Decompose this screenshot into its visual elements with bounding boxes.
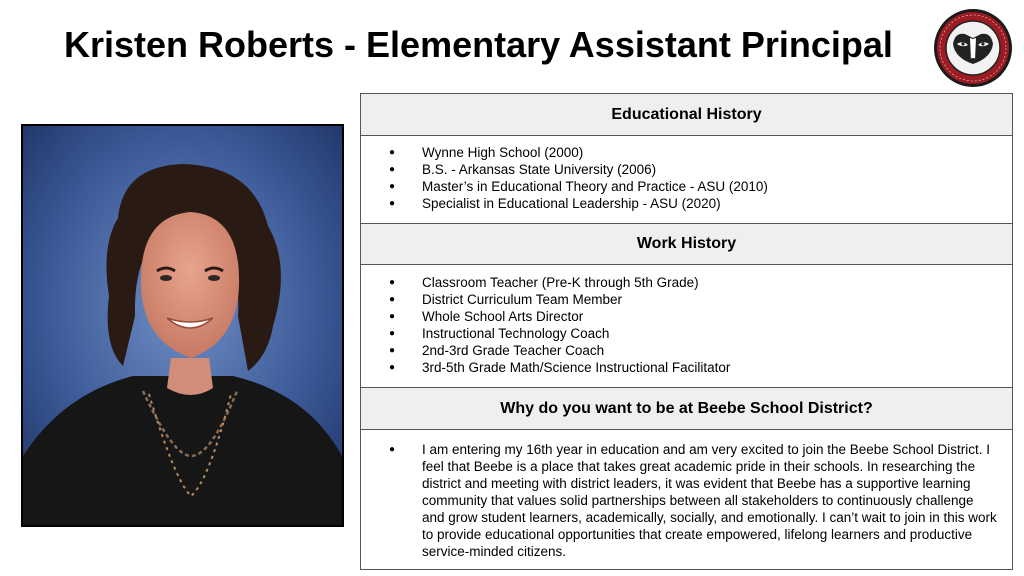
work-cell <box>361 265 1012 388</box>
section-heading-work: Work History <box>361 224 1012 265</box>
work-list <box>361 274 1012 376</box>
list-item: ● Wynne High School (2000) <box>361 144 1012 161</box>
section-heading-why: Why do you want to be at Beebe School District? <box>361 388 1012 430</box>
info-table <box>360 93 1013 570</box>
school-logo <box>933 8 1013 88</box>
portrait-photo <box>21 124 344 527</box>
list-item: ● Master’s in Educational Theory and Practice - ASU (2010) <box>361 178 1012 195</box>
list-item: ● Whole School Arts Director <box>361 308 1012 325</box>
badger-mascot-icon <box>933 8 1013 88</box>
list-item: ● District Curriculum Team Member <box>361 291 1012 308</box>
list-item: ● I am entering my 16th year in education and am very excited to join the Beebe School District. I feel that Beebe is a place that takes great academic pride in their schools. In researching the district and meeting with district leaders, it was evident that Beebe has a supportive learning community that values solid partnerships between all stakeholders to continuously challenge and grow student learners, academically, socially, and emotionally. I can’t wait to join in this work to provide educational opportunities that create empowered, lifelong learners and productive service-minded citizens. <box>361 441 1012 560</box>
list-item: ● 2nd-3rd Grade Teacher Coach <box>361 342 1012 359</box>
education-list <box>361 144 1012 212</box>
list-item: ● Specialist in Educational Leadership - ASU (2020) <box>361 195 1012 212</box>
why-cell <box>361 430 1012 569</box>
why-list <box>361 441 1012 560</box>
list-item: ● Instructional Technology Coach <box>361 325 1012 342</box>
section-heading-education: Educational History <box>361 94 1012 136</box>
page-title: Kristen Roberts - Elementary Assistant Principal <box>64 24 893 65</box>
list-item: ● B.S. - Arkansas State University (2006) <box>361 161 1012 178</box>
list-item: ● 3rd-5th Grade Math/Science Instructional Facilitator <box>361 359 1012 376</box>
list-item: ● Classroom Teacher (Pre-K through 5th Grade) <box>361 274 1012 291</box>
education-cell <box>361 136 1012 224</box>
